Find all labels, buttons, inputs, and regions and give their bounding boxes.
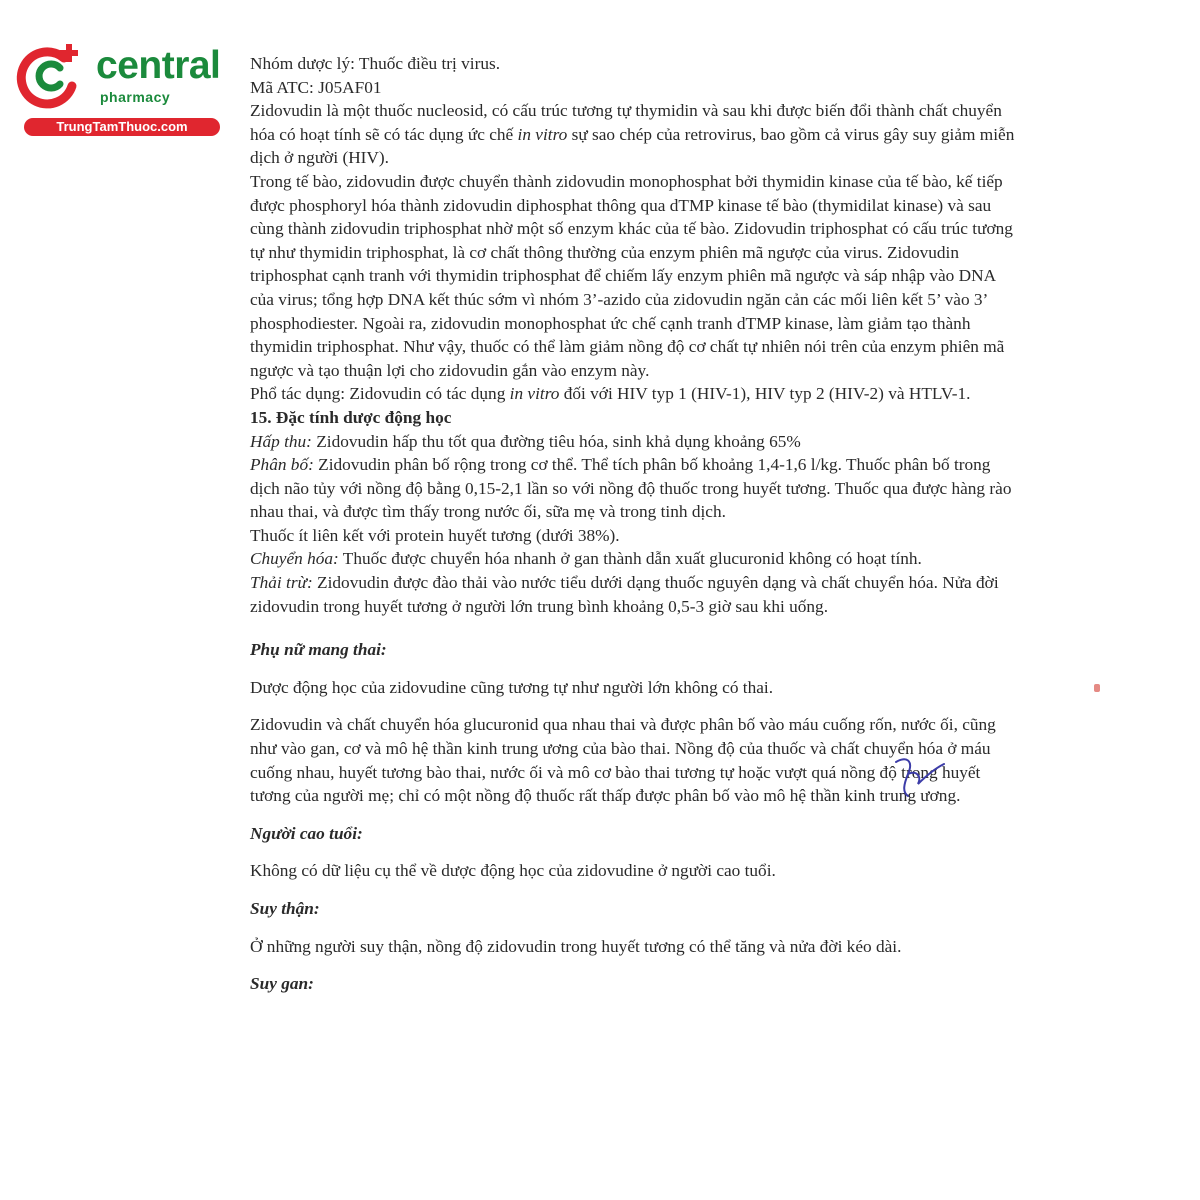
section-heading-pharmacokinetics: 15. Đặc tính dược động học — [250, 407, 452, 427]
document-body — [250, 52, 1020, 996]
heading-renal: Suy thận: — [250, 899, 320, 918]
paragraph-pregnancy-2: Zidovudin và chất chuyển hóa glucuronid qua nhau thai và được phân bố vào máu cuống rốn, nước ối, cũng như vào gan, cơ và mô hệ thần kinh trung ương của bào thai. Nồng độ của thuốc và chất chuyển hóa ở máu cuống nhau, huyết tương bào thai, nước ối và mô cơ bào thai tương tự hoặc vượt quá nồng độ trong huyết tương của người mẹ; chỉ có một nồng độ thuốc rất thấp được phân bố vào mô hệ thần kinh trung ương. — [250, 715, 996, 806]
paragraph-mechanism-detail: Trong tế bào, zidovudin được chuyển thành zidovudin monophosphat bởi thymidin kinase của tế bào, kế tiếp được phosphoryl hóa thành zidovudin diphosphat thông qua dTMP kinase tế bào (thymidilat kinase) và sau cùng thành zidovudin triphosphat nhờ một số enzym khác của tế bào. Zidovudin triphosphat có cấu trúc tương tự như thymidin triphosphat, là cơ chất thông thường của enzym phiên mã ngược của virus. Zidovudin triphosphat cạnh tranh với thymidin triphosphat để chiếm lấy enzym phiên mã ngược và sáp nhập vào DNA của virus; tổng hợp DNA kết thúc sớm vì nhóm 3’-azido của zidovudin ngăn cản các mối liên kết 5’ vào 3’ phosphodiester. Ngoài ra, zidovudin monophosphat ức chế cạnh tranh dTMP kinase, làm giảm tạo thành thymidin triphosphat. Như vậy, thuốc có thể làm giảm nồng độ cơ chất tự nhiên nói trên của enzym phiên mã ngược và tạo thuận lợi cho zidovudin gắn vào enzym này. — [250, 171, 1013, 380]
heading-hepatic: Suy gan: — [250, 974, 314, 994]
edge-mark — [1094, 684, 1100, 692]
heading-elderly: Người cao tuổi: — [250, 823, 363, 843]
paragraph-elimination: Thải trừ: Zidovudin được đào thải vào nước tiểu dưới dạng thuốc nguyên dạng và chất chuyển hóa. Nửa đời zidovudin trong huyết tương ở người lớn trung bình khoảng 0,5-3 giờ sau khi uống. — [250, 573, 999, 616]
atc-code: Mã ATC: J05AF01 — [250, 77, 382, 97]
paragraph-distribution: Phân bố: Zidovudin phân bố rộng trong cơ thể. Thể tích phân bố khoảng 1,4-1,6 l/kg. Thuốc phân bố trong dịch não tủy với nồng độ bằng 0,15-2,1 lần so với nồng độ thuốc trong huyết tương. Thuốc qua được hàng rào nhau thai, và được tìm thấy trong nước ối, sữa mẹ và trong tinh dịch. — [250, 455, 1012, 522]
central-pharmacy-logo-icon — [10, 38, 90, 118]
paragraph-mechanism-intro: Zidovudin là một thuốc nucleosid, có cấu trúc tương tự thymidin và sau khi được biến đổi thành chất chuyển hóa có hoạt tính sẽ có tác dụng ức chế in vitro sự sao chép của retrovirus, bao gồm cả virus gây suy giảm miễn dịch ở người (HIV). — [250, 101, 1015, 168]
logo-name: central — [96, 44, 221, 87]
logo-subtitle: pharmacy — [100, 89, 171, 105]
paragraph-metabolism: Chuyển hóa: Thuốc được chuyển hóa nhanh ở gan thành dẫn xuất glucuronid không có hoạt tính. — [250, 549, 922, 569]
paragraph-renal: Ở những người suy thận, nồng độ zidovudin trong huyết tương có thể tăng và nửa đời kéo dài. — [250, 936, 902, 956]
logo-url-badge: TrungTamThuoc.com — [24, 118, 220, 136]
heading-pregnancy: Phụ nữ mang thai: — [250, 640, 387, 660]
brand-logo — [10, 38, 221, 138]
paragraph-spectrum: Phổ tác dụng: Zidovudin có tác dụng in vitro đối với HIV typ 1 (HIV-1), HIV typ 2 (HIV-2) và HTLV-1. — [250, 384, 971, 404]
paragraph-pregnancy-1: Dược động học của zidovudine cũng tương tự như người lớn không có thai. — [250, 677, 774, 697]
paragraph-elderly: Không có dữ liệu cụ thể về dược động học của zidovudine ở người cao tuổi. — [250, 861, 776, 881]
handwritten-signature-icon — [888, 752, 948, 802]
paragraph-protein-binding: Thuốc ít liên kết với protein huyết tương (dưới 38%). — [250, 525, 620, 545]
pharmacology-group: Nhóm dược lý: Thuốc điều trị virus. — [250, 54, 501, 73]
paragraph-absorption: Hấp thu: Zidovudin hấp thu tốt qua đường tiêu hóa, sinh khả dụng khoảng 65% — [250, 431, 801, 451]
